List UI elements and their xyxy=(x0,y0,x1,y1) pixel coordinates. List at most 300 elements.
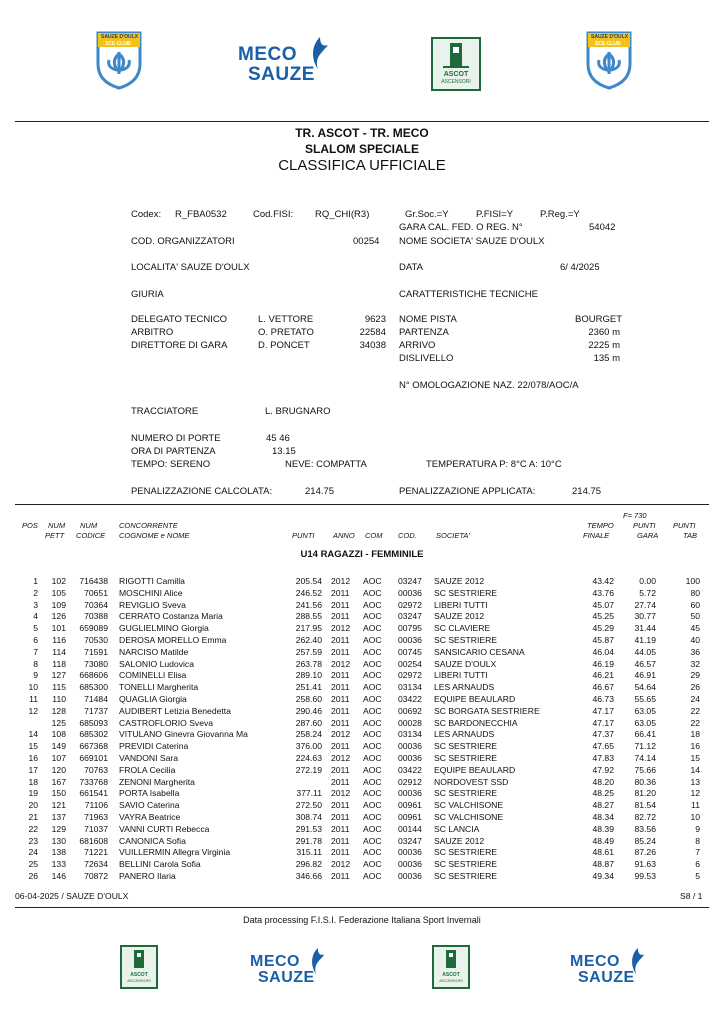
meco-sauze-logo-bottom-left xyxy=(250,954,330,986)
cell-societa: NORDOVEST SSD xyxy=(434,776,509,787)
table-row xyxy=(0,576,724,587)
codex-value: R_FBA0532 xyxy=(175,209,227,220)
gara-cal-value: 54042 xyxy=(589,222,616,233)
cell-cod: 02912 xyxy=(398,776,422,787)
cell-societa: LES ARNAUDS xyxy=(434,729,495,740)
cell-cod: 00144 xyxy=(398,823,422,834)
cell-tempo: 45.25 xyxy=(592,611,614,622)
cell-codice: 685093 xyxy=(79,717,108,728)
cell-nome: DEROSA MORELLO Emma xyxy=(119,635,227,645)
cell-com: AOC xyxy=(363,646,382,657)
cell-punti: 296.82 xyxy=(295,859,322,870)
cell-cod: 00745 xyxy=(398,646,422,657)
cell-pett: 130 xyxy=(51,835,66,846)
cell-gara: 0.00 xyxy=(639,576,656,586)
cell-gara: 81.20 xyxy=(634,788,656,799)
cell-societa: SC VALCHISONE xyxy=(434,812,504,822)
cell-societa: EQUIPE BEAULARD xyxy=(434,764,516,775)
cell-gara: 44.05 xyxy=(634,646,656,657)
cell-tab: 7 xyxy=(695,847,700,858)
cell-cod: 00036 xyxy=(398,871,422,881)
cell-pos: 3 xyxy=(33,599,38,610)
cell-codice: 70364 xyxy=(84,599,108,610)
cod-org-value: 00254 xyxy=(353,236,380,247)
cell-pos: 19 xyxy=(28,788,38,799)
cell-nome: VAYRA Beatrice xyxy=(119,812,181,822)
sce-logo-text-1: SAUZE D'OULX xyxy=(101,34,139,40)
cell-pett: 125 xyxy=(51,717,66,728)
cell-punti: 241.56 xyxy=(295,599,322,610)
footer-divider xyxy=(15,907,709,908)
meco-flame-icon xyxy=(308,35,330,71)
cell-tempo: 48.49 xyxy=(592,835,614,846)
col-pett: PETT xyxy=(45,531,65,540)
cell-com: AOC xyxy=(363,788,382,799)
cell-codice: 71221 xyxy=(84,847,108,858)
footer-page: S8 / 1 xyxy=(680,891,703,901)
codfisi-value: RQ_CHI(R3) xyxy=(315,209,370,220)
table-row xyxy=(0,682,724,693)
cell-punti: 246.52 xyxy=(295,587,322,598)
cell-com: AOC xyxy=(363,705,382,716)
cell-anno: 2011 xyxy=(331,741,350,752)
ranking-title: CLASSIFICA UFFICIALE xyxy=(278,157,446,174)
table-row xyxy=(0,694,724,705)
table-row xyxy=(0,777,724,788)
cell-codice: 716438 xyxy=(79,576,108,586)
cell-com: AOC xyxy=(363,753,382,763)
cell-cod: 00961 xyxy=(398,800,422,811)
cell-societa: LIBERI TUTTI xyxy=(434,599,488,610)
cell-nome: MOSCHINI Alice xyxy=(119,587,183,598)
cell-pos: 5 xyxy=(33,623,38,634)
cell-gara: 75.66 xyxy=(634,764,656,775)
sce-club-logo-right xyxy=(585,30,633,88)
cell-com: AOC xyxy=(363,694,382,704)
cell-codice: 70872 xyxy=(84,871,108,881)
temperatura: TEMPERATURA P: 8°C A: 10°C xyxy=(426,459,562,470)
cell-gara: 54.64 xyxy=(634,682,656,693)
cell-punti: 308.74 xyxy=(295,812,322,822)
cell-pos: 10 xyxy=(28,682,38,693)
cell-codice: 71037 xyxy=(84,823,108,834)
cell-societa: SC SESTRIERE xyxy=(434,741,498,752)
cell-societa: SC SESTRIERE xyxy=(434,871,498,881)
cell-tab: 15 xyxy=(690,753,700,763)
cell-tempo: 45.87 xyxy=(592,635,614,645)
cell-tab: 26 xyxy=(690,682,700,693)
cell-tab: 14 xyxy=(690,764,700,775)
cell-societa: SC SESTRIERE xyxy=(434,847,498,858)
cell-com: AOC xyxy=(363,623,382,634)
cell-tempo: 48.61 xyxy=(592,847,614,858)
ora-label: ORA DI PARTENZA xyxy=(131,446,216,457)
table-row xyxy=(0,659,724,670)
cell-gara: 81.54 xyxy=(634,800,656,811)
cell-codice: 71106 xyxy=(84,800,108,811)
caratteristiche-heading: CARATTERISTICHE TECNICHE xyxy=(399,289,538,300)
neve: NEVE: COMPATTA xyxy=(285,459,367,470)
porte-label: NUMERO DI PORTE xyxy=(131,433,221,444)
cell-societa: LES ARNAUDS xyxy=(434,682,495,693)
cell-punti: 346.66 xyxy=(295,871,322,881)
codex-label: Codex: xyxy=(131,209,162,220)
cell-punti: 258.60 xyxy=(295,694,322,704)
cell-cod: 00036 xyxy=(398,753,422,763)
cell-anno: 2011 xyxy=(331,705,350,716)
cell-tab: 22 xyxy=(690,705,700,716)
cell-codice: 73080 xyxy=(84,658,108,669)
cell-pett: 167 xyxy=(51,776,66,787)
cell-tab: 5 xyxy=(695,871,700,881)
cell-pett: 126 xyxy=(51,611,66,622)
cell-gara: 46.91 xyxy=(634,670,656,681)
cell-gara: 55.65 xyxy=(634,694,656,704)
cell-nome: AUDIBERT Letizia Benedetta xyxy=(119,705,231,716)
cell-tempo: 47.92 xyxy=(592,764,614,775)
cell-gara: 74.14 xyxy=(634,753,656,763)
cell-com: AOC xyxy=(363,764,382,775)
meco-flame-icon xyxy=(628,946,646,976)
cell-tab: 13 xyxy=(690,776,700,787)
table-row xyxy=(0,871,724,882)
cell-pos: 25 xyxy=(28,859,38,870)
cell-anno: 2012 xyxy=(331,788,351,799)
cell-tab: 6 xyxy=(695,859,700,870)
direttore-label: DIRETTORE DI GARA xyxy=(131,340,228,351)
cell-tempo: 48.39 xyxy=(592,823,614,834)
cell-codice: 71484 xyxy=(84,694,108,704)
arbitro-code: 22584 xyxy=(359,327,386,338)
race-discipline: SLALOM SPECIALE xyxy=(304,142,419,156)
cell-anno: 2011 xyxy=(331,717,350,728)
cell-tempo: 46.67 xyxy=(592,682,614,693)
cell-cod: 00036 xyxy=(398,741,422,752)
cell-com: AOC xyxy=(363,599,382,610)
cell-pos: 7 xyxy=(33,646,38,657)
cell-pos: 17 xyxy=(28,764,38,775)
cell-tempo: 45.07 xyxy=(592,599,614,610)
cell-nome: FROLA Cecilia xyxy=(119,764,176,775)
race-title: TR. ASCOT - TR. MECO xyxy=(295,126,429,140)
cell-pett: 149 xyxy=(51,741,66,752)
table-row xyxy=(0,800,724,811)
cell-anno: 2012 xyxy=(331,623,351,634)
cell-com: AOC xyxy=(363,576,382,586)
cell-anno: 2011 xyxy=(331,670,350,681)
cell-tempo: 43.76 xyxy=(592,587,614,598)
cell-cod: 03247 xyxy=(398,835,422,846)
ascot-logo-subtext: ASCENSORI xyxy=(127,978,151,983)
category-heading: U14 RAGAZZI - FEMMINILE xyxy=(300,549,424,560)
table-row xyxy=(0,741,724,752)
top-divider xyxy=(15,121,709,122)
cell-nome: PREVIDI Caterina xyxy=(119,741,189,752)
cell-pett: 138 xyxy=(51,847,66,858)
delegato-name: L. VETTORE xyxy=(258,314,314,325)
cell-gara: 27.74 xyxy=(634,599,656,610)
arbitro-label: ARBITRO xyxy=(131,327,174,338)
table-row xyxy=(0,824,724,835)
cell-cod: 03422 xyxy=(398,694,422,704)
cell-societa: SC SESTRIERE xyxy=(434,788,498,799)
cell-pett: 109 xyxy=(51,599,66,610)
delegato-code: 9623 xyxy=(364,314,386,325)
giuria-heading: GIURIA xyxy=(131,289,164,300)
cell-pett: 105 xyxy=(51,587,66,598)
cell-anno: 2011 xyxy=(331,776,350,787)
cell-pos: 6 xyxy=(33,635,38,645)
cell-cod: 00961 xyxy=(398,812,422,822)
cell-punti: 315.11 xyxy=(296,847,322,858)
cell-tempo: 48.20 xyxy=(592,776,614,787)
cell-tab: 36 xyxy=(690,646,700,657)
tracciatore-label: TRACCIATORE xyxy=(131,406,199,417)
cell-gara: 63.05 xyxy=(634,717,656,728)
table-row xyxy=(0,836,724,847)
cell-pett: 110 xyxy=(52,694,66,704)
table-row xyxy=(0,611,724,622)
data-label: DATA xyxy=(399,262,423,273)
cell-com: AOC xyxy=(363,717,382,728)
delegato-label: DELEGATO TECNICO xyxy=(131,314,228,325)
cell-cod: 00795 xyxy=(398,623,422,634)
cell-tab: 45 xyxy=(690,623,700,634)
codfisi-label: Cod.FISI: xyxy=(253,209,294,220)
cell-codice: 661541 xyxy=(79,788,108,799)
cell-punti: 272.50 xyxy=(295,800,322,811)
col-num-pett: NUM xyxy=(48,521,66,530)
ascot-logo-text: ASCOT xyxy=(442,972,460,978)
meco-flame-icon xyxy=(308,946,326,976)
col-punti-tab-2: TAB xyxy=(683,531,698,540)
cell-codice: 72634 xyxy=(84,859,108,870)
cell-cod: 03134 xyxy=(398,682,422,693)
cell-pos: 4 xyxy=(33,611,38,622)
cell-anno: 2012 xyxy=(331,729,351,740)
cell-tab: 18 xyxy=(690,729,700,740)
cell-tab: 50 xyxy=(690,611,700,622)
info-divider xyxy=(15,504,709,505)
cell-anno: 2011 xyxy=(331,871,350,881)
cell-codice: 685302 xyxy=(79,729,108,740)
cell-codice: 70530 xyxy=(84,635,108,645)
cell-tempo: 43.42 xyxy=(592,576,614,586)
table-row xyxy=(0,670,724,681)
cell-pett: 127 xyxy=(51,670,66,681)
cell-anno: 2011 xyxy=(331,835,350,846)
cell-societa: SC SESTRIERE xyxy=(434,753,498,763)
cell-punti: 262.40 xyxy=(295,635,322,645)
cell-gara: 41.19 xyxy=(634,635,656,645)
cell-cod: 00036 xyxy=(398,635,422,645)
cell-codice: 668606 xyxy=(79,670,108,681)
cell-anno: 2011 xyxy=(331,646,350,657)
cell-pett: 115 xyxy=(52,682,66,693)
cell-societa: SAUZE D'OULX xyxy=(434,658,497,669)
table-row xyxy=(0,753,724,764)
table-row xyxy=(0,588,724,599)
cell-pos: 16 xyxy=(28,753,38,763)
table-row xyxy=(0,635,724,646)
meco-sauze-logo-bottom-right xyxy=(570,954,650,986)
cell-pos: 11 xyxy=(29,694,38,704)
arrivo-label: ARRIVO xyxy=(399,340,436,351)
cell-punti: 258.24 xyxy=(295,729,322,740)
cell-societa: SC VALCHISONE xyxy=(434,800,504,811)
cell-tempo: 46.73 xyxy=(592,694,614,704)
cell-societa: SC SESTRIERE xyxy=(434,859,498,870)
cell-anno: 2011 xyxy=(331,800,350,811)
cell-com: AOC xyxy=(363,812,382,822)
cell-pett: 101 xyxy=(51,623,66,634)
cell-tempo: 48.25 xyxy=(592,788,614,799)
cell-cod: 00036 xyxy=(398,788,422,799)
cell-pett: 108 xyxy=(51,729,66,740)
cell-tempo: 47.17 xyxy=(592,705,614,716)
cell-punti: 251.41 xyxy=(295,682,322,693)
cell-tempo: 46.19 xyxy=(592,658,614,669)
cell-cod: 00028 xyxy=(398,717,422,728)
cell-pett: 120 xyxy=(51,764,66,775)
cell-pett: 107 xyxy=(51,753,66,763)
cell-punti: 224.63 xyxy=(295,753,322,763)
meco-logo-line1: MECO xyxy=(570,953,620,970)
cell-pett: 137 xyxy=(51,812,66,822)
cell-tab: 16 xyxy=(690,741,700,752)
cell-tab: 32 xyxy=(690,658,700,669)
cell-tempo: 48.27 xyxy=(592,800,614,811)
cell-societa: SC SESTRIERE xyxy=(434,635,498,645)
meco-logo-line1: MECO xyxy=(250,953,300,970)
cell-anno: 2011 xyxy=(331,682,350,693)
cell-gara: 30.77 xyxy=(634,611,656,622)
cell-tempo: 47.83 xyxy=(592,753,614,763)
tracciatore-name: L. BRUGNARO xyxy=(265,406,331,417)
cell-anno: 2011 xyxy=(331,694,350,704)
cell-pos: 18 xyxy=(28,776,38,787)
cell-codice: 71963 xyxy=(84,812,108,822)
table-row xyxy=(0,623,724,634)
cell-pos: 22 xyxy=(28,823,38,834)
ascot-logo-text: ASCOT xyxy=(443,71,469,78)
cell-nome: VANDONI Sara xyxy=(119,753,179,763)
cell-nome: VITULANO Ginevra Giovanna Ma xyxy=(119,729,248,740)
cell-gara: 80.36 xyxy=(634,776,656,787)
cell-com: AOC xyxy=(363,635,382,645)
cell-com: AOC xyxy=(363,587,382,598)
cell-gara: 99.53 xyxy=(634,871,656,881)
cell-codice: 70651 xyxy=(84,587,108,598)
cell-tab: 12 xyxy=(690,788,700,799)
cell-punti: 287.60 xyxy=(295,717,322,728)
meco-logo-line1: MECO xyxy=(238,44,297,65)
cell-tab: 10 xyxy=(690,812,700,822)
cell-cod: 03134 xyxy=(398,729,422,740)
cell-pos: 20 xyxy=(28,800,38,811)
cell-cod: 03247 xyxy=(398,611,422,622)
table-row xyxy=(0,706,724,717)
cell-punti: 263.78 xyxy=(295,658,322,669)
cell-societa: SC LANCIA xyxy=(434,823,480,834)
cell-nome: NARCISO Matilde xyxy=(119,646,189,657)
col-punti-tab-1: PUNTI xyxy=(673,521,696,530)
cell-anno: 2011 xyxy=(331,635,350,645)
cell-pett: 102 xyxy=(51,576,66,586)
cell-anno: 2011 xyxy=(331,847,350,858)
cell-com: AOC xyxy=(363,741,382,752)
table-row xyxy=(0,647,724,658)
cell-cod: 00036 xyxy=(398,587,422,598)
pen-calc-label: PENALIZZAZIONE CALCOLATA: xyxy=(131,486,273,497)
cell-tab: 29 xyxy=(690,670,700,681)
nome-societa: NOME SOCIETA' SAUZE D'OULX xyxy=(399,236,545,247)
cell-gara: 31.44 xyxy=(634,623,656,634)
cell-tempo: 46.04 xyxy=(592,646,614,657)
arrivo-value: 2225 m xyxy=(588,340,620,351)
cell-nome: CASTROFLORIO Sveva xyxy=(119,717,214,728)
tempo-meteo: TEMPO: SERENO xyxy=(131,459,211,470)
dislivello-label: DISLIVELLO xyxy=(399,353,454,364)
col-anno: ANNO xyxy=(333,531,355,540)
ora-value: 13.15 xyxy=(272,446,296,457)
cell-codice: 667368 xyxy=(79,741,108,752)
col-cognome-nome: COGNOME e NOME xyxy=(119,531,190,540)
gr-soc: Gr.Soc.=Y xyxy=(405,209,449,220)
pen-calc-value: 214.75 xyxy=(305,486,335,497)
cell-pos: 2 xyxy=(33,587,38,598)
cell-pett: 121 xyxy=(51,800,66,811)
cell-tempo: 48.87 xyxy=(592,859,614,870)
cell-nome: CANONICA Sofia xyxy=(119,835,186,846)
cell-nome: REVIGLIO Sveva xyxy=(119,599,186,610)
cell-societa: SANSICARIO CESANA xyxy=(434,646,525,657)
cell-punti: 288.55 xyxy=(295,611,322,622)
partenza-label: PARTENZA xyxy=(399,327,449,338)
cell-com: AOC xyxy=(363,776,382,787)
col-societa: SOCIETA' xyxy=(436,531,470,540)
ascot-logo-bottom-left xyxy=(120,945,158,989)
cell-pos: 21 xyxy=(28,812,38,822)
cell-gara: 82.72 xyxy=(634,812,656,822)
col-codice: CODICE xyxy=(76,531,106,540)
cell-pos: 9 xyxy=(33,670,38,681)
cell-tempo: 45.29 xyxy=(592,623,614,634)
porte-value: 45 46 xyxy=(266,433,290,444)
cell-gara: 91.63 xyxy=(634,859,656,870)
cell-tempo: 47.37 xyxy=(592,729,614,740)
ascot-logo-subtext: ASCENSORI xyxy=(441,79,471,85)
cell-pos: 26 xyxy=(28,871,38,881)
cell-tempo: 46.21 xyxy=(592,670,614,681)
cell-societa: SC BARDONECCHIA xyxy=(434,717,518,728)
cell-gara: 87.26 xyxy=(634,847,656,858)
pen-appl-value: 214.75 xyxy=(572,486,602,497)
cell-com: AOC xyxy=(363,859,382,870)
cell-punti: 205.54 xyxy=(295,576,322,586)
arbitro-name: O. PRETATO xyxy=(258,327,314,338)
cell-codice: 71737 xyxy=(84,705,108,716)
cell-gara: 66.41 xyxy=(634,729,656,740)
cell-nome: CERRATO Costanza Maria xyxy=(119,611,223,622)
cell-gara: 63.05 xyxy=(634,705,656,716)
cell-nome: BELLINI Carola Sofia xyxy=(119,859,201,870)
cell-societa: SC SESTRIERE xyxy=(434,587,498,598)
cell-com: AOC xyxy=(363,729,382,740)
col-punti: PUNTI xyxy=(292,531,315,540)
cell-anno: 2012 xyxy=(331,576,351,586)
cell-anno: 2012 xyxy=(331,658,351,669)
